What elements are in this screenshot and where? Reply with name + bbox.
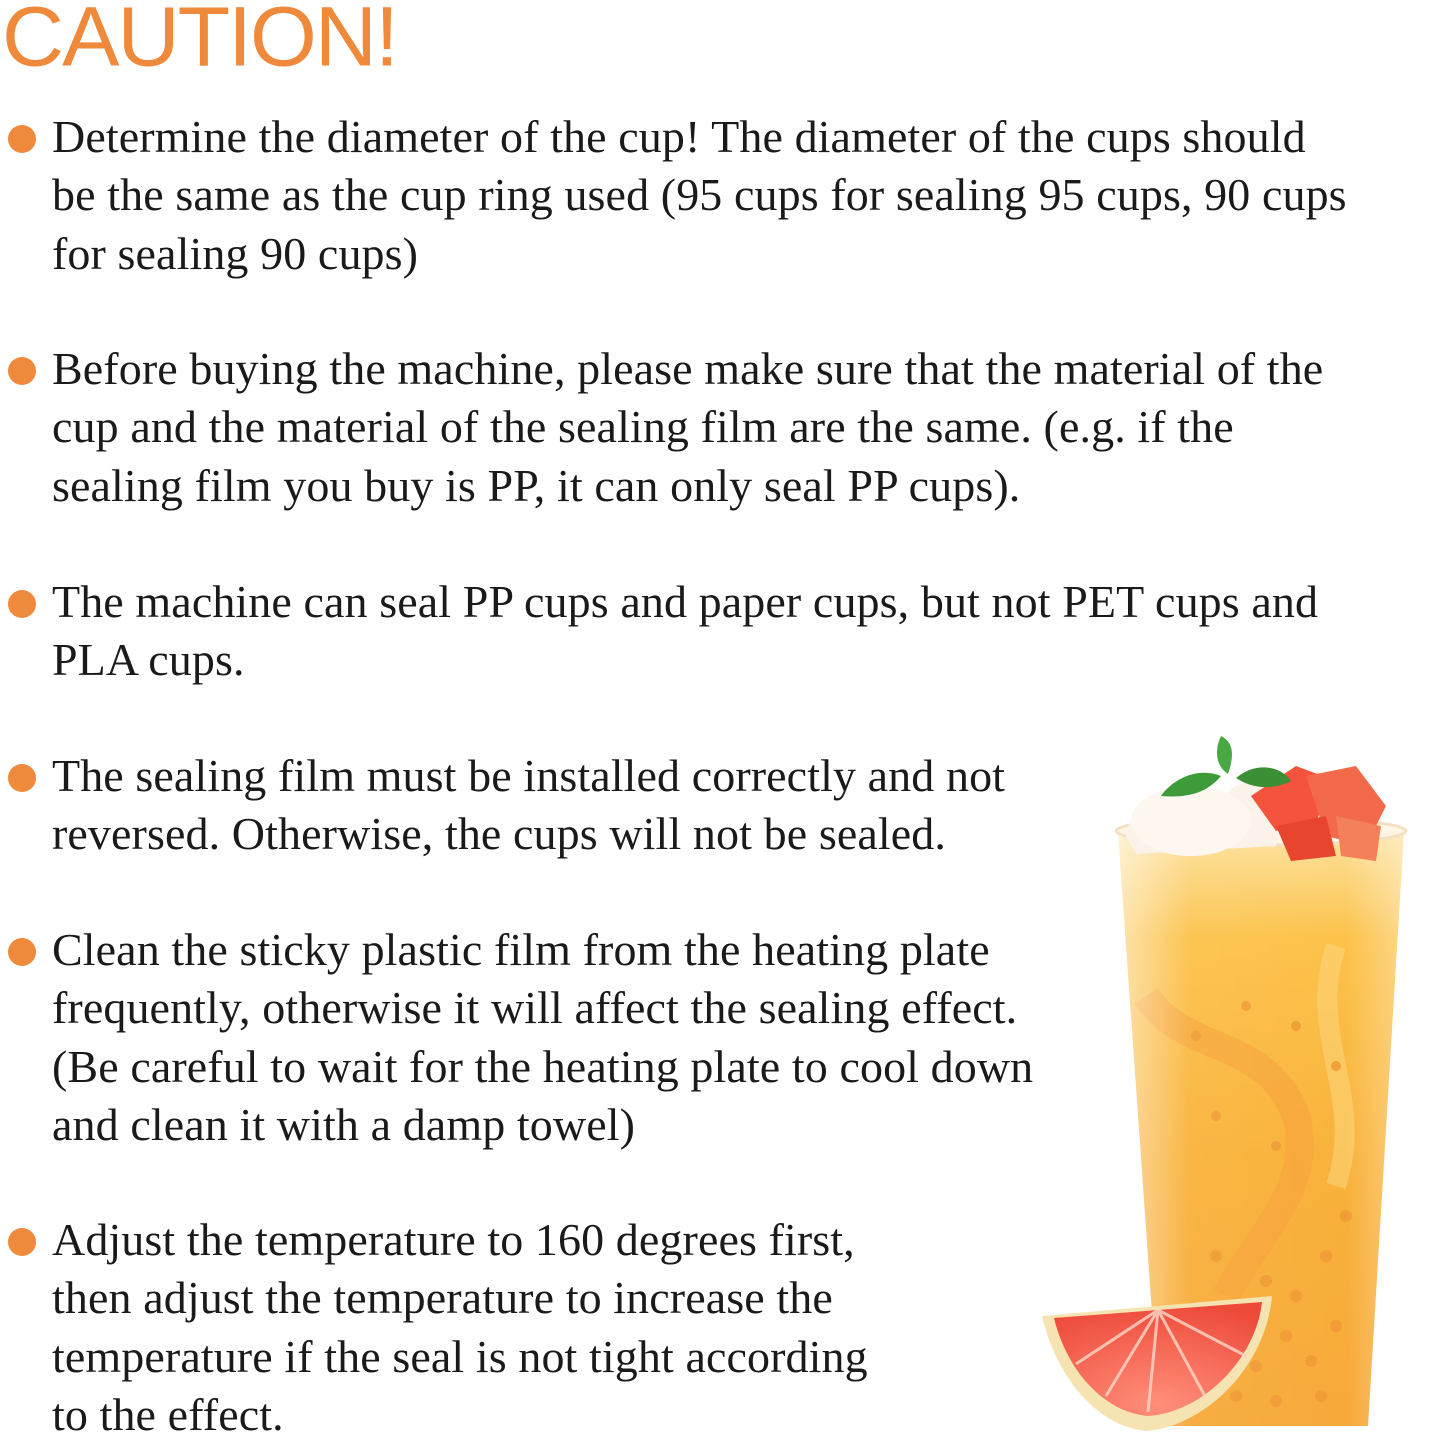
text-line: Adjust the temperature to 160 degrees first, [52, 1214, 855, 1265]
text-line: The machine can seal PP cups and paper cups, but not PET cups and [52, 576, 1319, 627]
text-line: for sealing 90 cups) [52, 227, 419, 279]
caution-item-text [52, 747, 1005, 864]
caution-heading: CAUTION! [2, 0, 397, 85]
text-line: sealing film you buy is PP, it can only seal PP cups). [52, 459, 1021, 511]
caution-item-text [52, 108, 1347, 283]
caution-item-text [52, 340, 1323, 515]
text-line: Clean the sticky plastic film from the heating plate [52, 924, 990, 975]
text-line: The sealing film must be installed correctly and not [52, 750, 1006, 801]
text-line: temperature if the seal is not tight according [52, 1330, 868, 1382]
bullet-dot-icon [8, 590, 36, 618]
text-line: (Be careful to wait for the heating plate to cool down [52, 1040, 1034, 1092]
text-line: and clean it with a damp towel) [52, 1098, 636, 1150]
text-line: PLA cups. [52, 634, 245, 686]
bullet-dot-icon [8, 357, 36, 385]
bullet-dot-icon [8, 1228, 36, 1256]
bullet-dot-icon [8, 125, 36, 153]
text-line: to the effect. [52, 1388, 284, 1440]
text-line: reversed. Otherwise, the cups will not be sealed. [52, 808, 946, 860]
bullet-dot-icon [8, 938, 36, 966]
caution-item-text [52, 921, 1033, 1154]
caution-item-text [52, 573, 1318, 690]
caution-item-text [52, 1211, 868, 1444]
text-line: frequently, otherwise it will affect the sealing effect. [52, 982, 1018, 1034]
text-line: then adjust the temperature to increase the [52, 1272, 833, 1324]
text-line: cup and the material of the sealing film are the same. (e.g. if the [52, 401, 1234, 453]
bullet-dot-icon [8, 764, 36, 792]
text-line: Before buying the machine, please make sure that the material of the [52, 343, 1324, 394]
text-line: be the same as the cup ring used (95 cups for sealing 95 cups, 90 cups [52, 169, 1347, 221]
grapefruit-drink-image [1036, 736, 1446, 1442]
text-line: Determine the diameter of the cup! The diameter of the cups should [52, 111, 1306, 162]
